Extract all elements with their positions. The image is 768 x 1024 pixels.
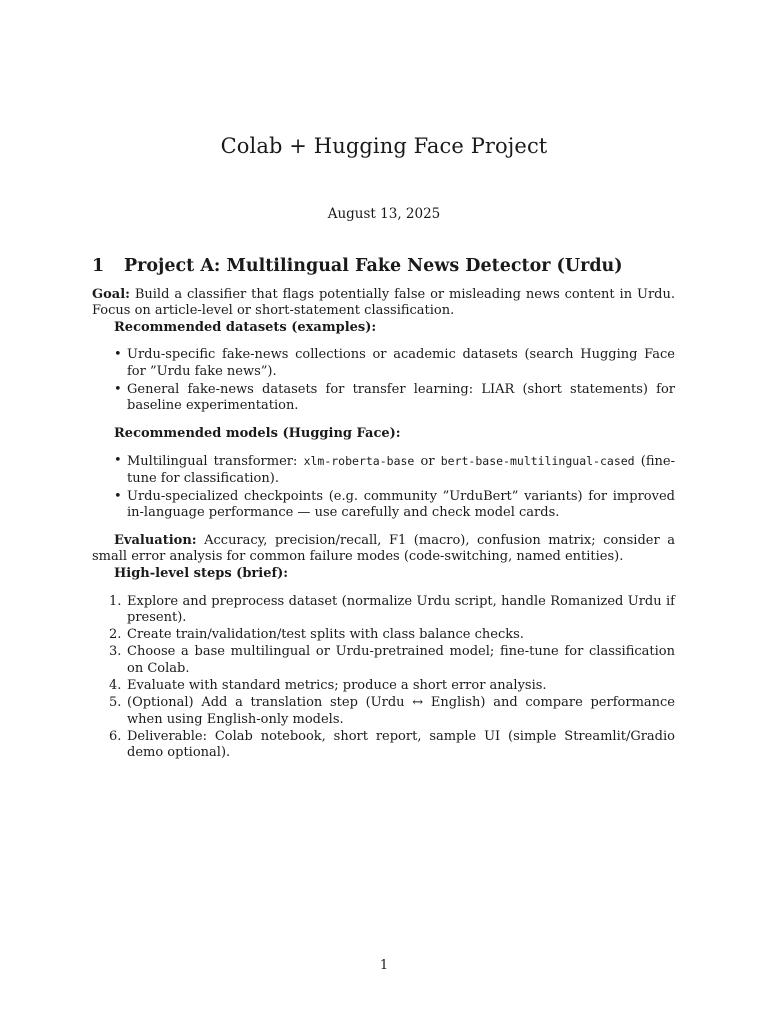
document-title: Colab + Hugging Face Project bbox=[220, 134, 548, 158]
models-heading: Recommended models (Hugging Face): bbox=[114, 425, 401, 441]
page-number: 1 bbox=[379, 958, 389, 973]
step-text: (Optional) Add a translation step (Urdu ↔ English) and compare performance when using English-only models. bbox=[127, 695, 675, 727]
list-item bbox=[109, 695, 675, 728]
step-text: Evaluate with standard metrics; produce a short error analysis. bbox=[127, 677, 547, 693]
list-item bbox=[109, 627, 675, 644]
goal-label: Goal: bbox=[92, 286, 130, 302]
document-date: August 13, 2025 bbox=[327, 206, 441, 222]
list-item bbox=[114, 453, 675, 487]
model-item-prefix: Multilingual transformer: bbox=[127, 454, 304, 470]
step-text: Explore and preprocess dataset (normalize Urdu script, handle Romanized Urdu if present). bbox=[127, 593, 675, 626]
model-item-text: Urdu-specialized checkpoints (e.g. community ”UrduBert” variants) for improved in-language performance — use carefully and check model cards. bbox=[127, 488, 675, 521]
section-number: 1 bbox=[92, 256, 105, 276]
step-number: 1. bbox=[109, 593, 122, 609]
steps-heading: High-level steps (brief): bbox=[114, 565, 289, 581]
step-text: Choose a base multilingual or Urdu-pretrained model; fine-tune for classification on Colab. bbox=[127, 644, 675, 676]
step-text: Create train/validation/test splits with class balance checks. bbox=[127, 627, 524, 643]
list-item bbox=[109, 644, 675, 677]
evaluation-paragraph bbox=[92, 533, 675, 566]
datasets-list bbox=[92, 347, 675, 414]
model-item-mid: or bbox=[414, 454, 441, 470]
bullet-icon: • bbox=[114, 381, 122, 397]
step-number: 2. bbox=[109, 627, 122, 643]
evaluation-label: Evaluation: bbox=[114, 532, 197, 548]
model-item-suffix: (fine-tune for classification). bbox=[127, 454, 675, 486]
datasets-heading: Recommended datasets (examples): bbox=[114, 319, 377, 335]
steps-list bbox=[92, 594, 675, 762]
list-item bbox=[109, 677, 675, 695]
list-item bbox=[109, 593, 675, 627]
step-number: 6. bbox=[109, 728, 122, 744]
section-title: Project A: Multilingual Fake News Detector (Urdu) bbox=[124, 256, 623, 276]
document-body bbox=[92, 258, 675, 762]
list-item bbox=[114, 488, 675, 522]
bullet-icon: • bbox=[114, 347, 122, 363]
dataset-item-text: Urdu-specific fake-news collections or academic datasets (search Hugging Face for ”Urdu fake news”). bbox=[127, 347, 675, 379]
model-code-mbert: bert-base-multilingual-cased bbox=[440, 454, 635, 469]
models-list bbox=[92, 453, 675, 521]
dataset-item-text: General fake-news datasets for transfer learning: LIAR (short statements) for baseline experimentation. bbox=[127, 381, 675, 414]
goal-text: Build a classifier that flags potentially false or misleading news content in Urdu. Focus on article-level or short-statement classification. bbox=[92, 286, 675, 319]
list-item bbox=[114, 347, 675, 380]
step-number: 4. bbox=[109, 677, 122, 693]
model-code-xlm-roberta: xlm-roberta-base bbox=[303, 454, 415, 469]
step-number: 5. bbox=[109, 695, 122, 711]
list-item bbox=[114, 381, 675, 415]
bullet-icon: • bbox=[114, 488, 122, 504]
step-text: Deliverable: Colab notebook, short report, sample UI (simple Streamlit/Gradio demo optional). bbox=[127, 728, 675, 761]
list-item bbox=[109, 728, 675, 762]
goal-paragraph bbox=[92, 287, 675, 320]
section-heading bbox=[92, 258, 675, 275]
step-number: 3. bbox=[109, 644, 122, 660]
bullet-icon: • bbox=[114, 453, 122, 469]
evaluation-text: Accuracy, precision/recall, F1 (macro), confusion matrix; consider a small error analysis for common failure modes (code-switching, named entities). bbox=[92, 532, 675, 565]
